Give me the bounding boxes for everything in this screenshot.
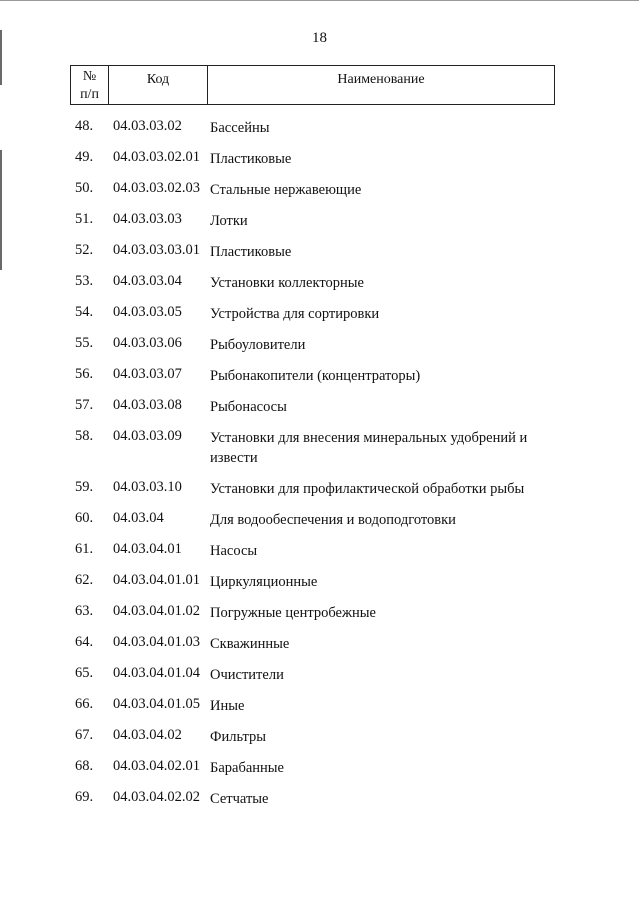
row-number: 52.: [75, 242, 94, 258]
table-row: [0, 112, 639, 143]
row-name: Насосы: [210, 543, 258, 559]
row-name: Сетчатые: [210, 791, 269, 807]
row-name: Для водообеспечения и водоподготовки: [210, 512, 456, 528]
row-number: 64.: [75, 634, 94, 650]
table-row: [0, 267, 639, 298]
row-name: Лотки: [210, 213, 248, 229]
row-code: 04.03.03.09: [113, 428, 182, 444]
table-row: [0, 205, 639, 236]
row-code: 04.03.03.02.03: [113, 180, 200, 196]
table-row: [0, 143, 639, 174]
row-number: 57.: [75, 397, 94, 413]
row-number: 51.: [75, 211, 94, 227]
row-number: 66.: [75, 696, 94, 712]
row-code: 04.03.03.03.01: [113, 242, 200, 258]
row-number: 59.: [75, 479, 94, 495]
table-row: [0, 721, 639, 752]
row-code: 04.03.03.07: [113, 366, 182, 382]
row-code: 04.03.04.01.02: [113, 603, 200, 619]
row-code: 04.03.03.10: [113, 479, 182, 495]
row-code: 04.03.04.01.05: [113, 696, 200, 712]
page-top-edge: [0, 0, 639, 1]
row-code: 04.03.04.01.01: [113, 572, 200, 588]
row-name: Фильтры: [210, 729, 267, 745]
row-code: 04.03.04.02.02: [113, 789, 200, 805]
row-code: 04.03.03.02: [113, 118, 182, 134]
row-name: Установки коллекторные: [210, 275, 364, 291]
row-number: 58.: [75, 428, 94, 444]
row-code: 04.03.04.01.03: [113, 634, 200, 650]
header-number-line1: №: [82, 69, 97, 84]
row-number: 49.: [75, 149, 94, 165]
page-number: 18: [312, 30, 327, 46]
table-row: [0, 236, 639, 267]
row-number: 68.: [75, 758, 94, 774]
row-code: 04.03.03.08: [113, 397, 182, 413]
table-row: [0, 690, 639, 721]
header-number-line2: п/п: [80, 87, 99, 102]
row-number: 60.: [75, 510, 94, 526]
row-name: Рыбонасосы: [210, 399, 287, 415]
row-name: Рыбонакопители (концентраторы): [210, 368, 421, 384]
table-row: [0, 628, 639, 659]
row-number: 56.: [75, 366, 94, 382]
table-row: [0, 504, 639, 535]
row-number: 67.: [75, 727, 94, 743]
table-row: [0, 360, 639, 391]
row-name: Циркуляционные: [210, 574, 318, 590]
row-code: 04.03.03.03: [113, 211, 182, 227]
row-code: 04.03.04.02: [113, 727, 182, 743]
header-code: Код: [109, 66, 208, 105]
row-code: 04.03.04: [113, 510, 164, 526]
row-code: 04.03.04.01: [113, 541, 182, 557]
table-row: [0, 597, 639, 628]
table-row: [0, 752, 639, 783]
header-name: Наименование: [208, 66, 555, 105]
row-name: Скважинные: [210, 636, 290, 652]
row-number: 48.: [75, 118, 94, 134]
row-name: Барабанные: [210, 760, 284, 776]
row-code: 04.03.04.02.01: [113, 758, 200, 774]
row-name: Установки для внесения минеральных удобрений и извести: [210, 430, 528, 466]
row-name: Пластиковые: [210, 151, 292, 167]
row-name: Пластиковые: [210, 244, 292, 260]
row-code: 04.03.03.06: [113, 335, 182, 351]
table-row: [0, 391, 639, 422]
table-row: [0, 535, 639, 566]
row-name: Бассейны: [210, 120, 270, 136]
row-number: 61.: [75, 541, 94, 557]
row-number: 54.: [75, 304, 94, 320]
table-body: [0, 112, 639, 814]
row-name: Установки для профилактической обработки рыбы: [210, 481, 525, 497]
table-row: [0, 174, 639, 205]
row-name: Очистители: [210, 667, 284, 683]
row-number: 53.: [75, 273, 94, 289]
row-number: 69.: [75, 789, 94, 805]
table-row: [0, 659, 639, 690]
table-row: [0, 422, 639, 473]
row-code: 04.03.03.04: [113, 273, 182, 289]
row-name: Погружные центробежные: [210, 605, 376, 621]
row-number: 63.: [75, 603, 94, 619]
row-code: 04.03.03.02.01: [113, 149, 200, 165]
row-number: 62.: [75, 572, 94, 588]
row-name: Рыбоуловители: [210, 337, 306, 353]
table-row: [0, 329, 639, 360]
row-number: 50.: [75, 180, 94, 196]
table-header: [70, 65, 555, 105]
row-code: 04.03.04.01.04: [113, 665, 200, 681]
table-row: [0, 566, 639, 597]
row-number: 65.: [75, 665, 94, 681]
table-row: [0, 783, 639, 814]
table-row: [0, 473, 639, 504]
row-name: Иные: [210, 698, 245, 714]
row-number: 55.: [75, 335, 94, 351]
table-row: [0, 298, 639, 329]
row-name: Устройства для сортировки: [210, 306, 380, 322]
header-number: [71, 66, 109, 105]
row-name: Стальные нержавеющие: [210, 182, 362, 198]
row-code: 04.03.03.05: [113, 304, 182, 320]
